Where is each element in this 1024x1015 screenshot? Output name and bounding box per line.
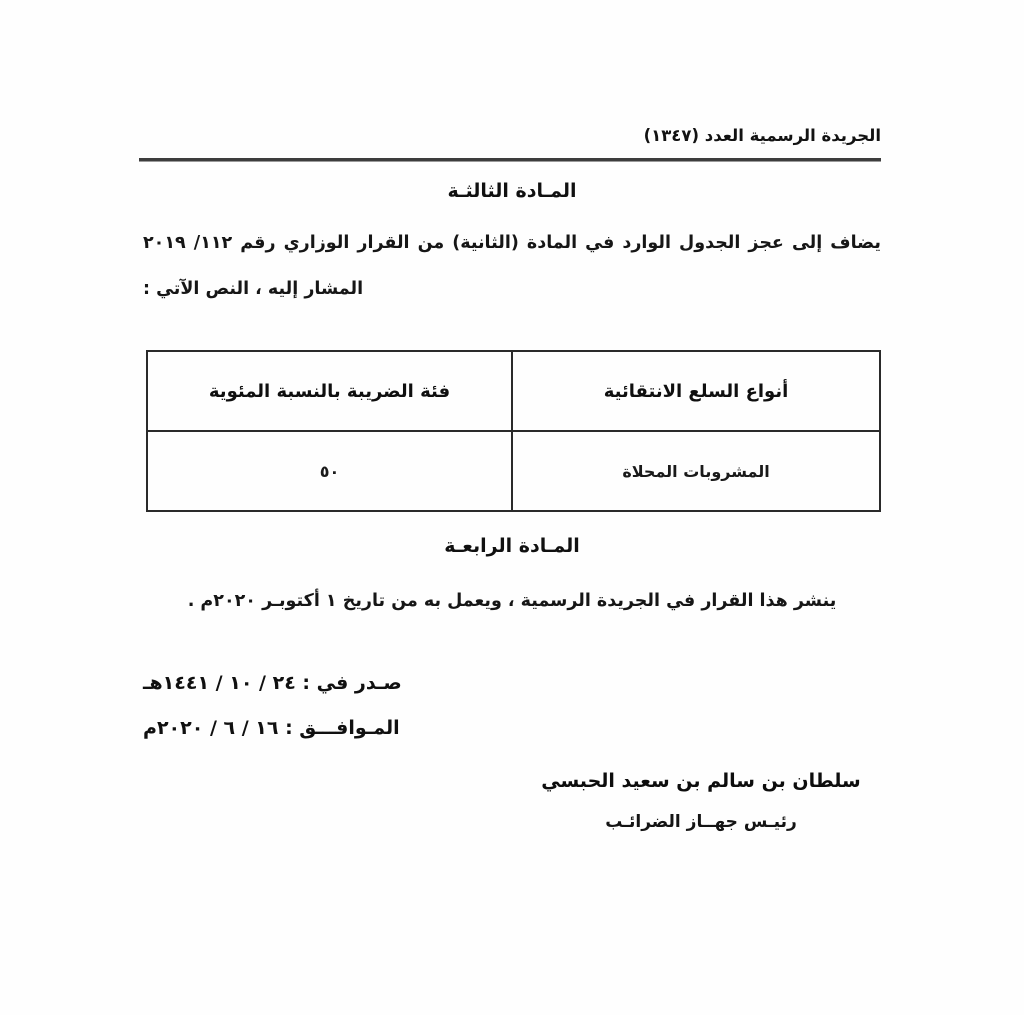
article-three-paragraph-line-1: يضاف إلى عجز الجدول الوارد في المادة (الثانية) من القرار الوزاري رقم ١١٢/ ٢٠١٩ (143, 233, 881, 253)
table-header-row (147, 351, 880, 431)
signatory-title: رئيـس جهــاز الضرائـب (605, 812, 797, 832)
article-four-paragraph-line-1: ينشر هذا القرار في الجريدة الرسمية ، ويعمل به من تاريخ ١ أكتوبـر ٢٠٢٠م . (187, 591, 837, 611)
excise-tax-table (146, 350, 881, 512)
table-row (147, 431, 880, 511)
table-cell-rate: ٥٠ (147, 431, 512, 511)
article-three-heading: المـادة الثالثـة (447, 180, 577, 202)
table-header-rate: فئة الضريبة بالنسبة المئوية (147, 351, 512, 431)
excise-tax-table-container (146, 350, 881, 512)
issue-date-gregorian: المـوافـــق : ١٦ / ٦ / ٢٠٢٠م (143, 717, 400, 739)
signatory-name: سلطان بن سالم بن سعيد الحبسي (541, 770, 861, 792)
article-four-heading: المـادة الرابعـة (444, 535, 580, 557)
table-header-goods: أنواع السلع الانتقائية (512, 351, 880, 431)
header-divider-rule (139, 158, 881, 162)
gazette-issue-label: الجريدة الرسمية العدد (١٣٤٧) (643, 126, 881, 145)
article-three-paragraph-line-2: المشار إليه ، النص الآتي : (143, 279, 364, 299)
issue-date-hijri: صـدر في : ٢٤ / ١٠ / ١٤٤١هـ (143, 672, 402, 694)
table-cell-goods: المشروبات المحلاة (512, 431, 880, 511)
running-header (143, 127, 881, 161)
